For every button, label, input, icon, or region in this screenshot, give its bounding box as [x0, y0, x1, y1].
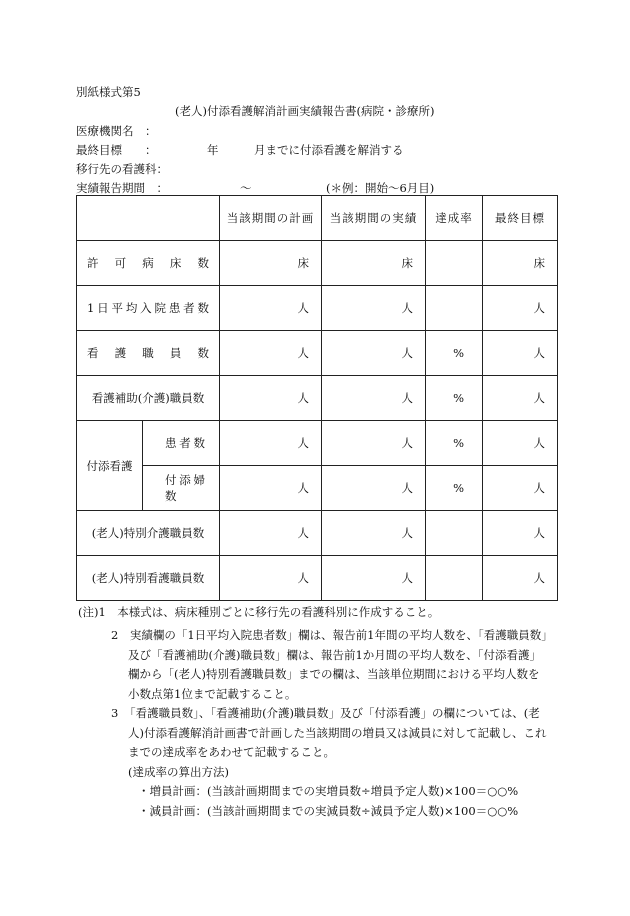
- note-3-increase-formula: ・増員計画：(当該計画期間までの実増員数÷増員予定人数)×100＝○○%: [138, 784, 519, 798]
- cell-final[interactable]: 人: [483, 421, 558, 466]
- note-3-calc-heading: (達成率の算出方法): [128, 765, 229, 779]
- note-3-decrease-formula: ・減員計画：(当該計画期間までの実減員数÷減員予定人数)×100＝○○%: [138, 804, 519, 818]
- period-label: 実績報告期間 ：: [76, 181, 168, 195]
- cell-actual[interactable]: 人: [322, 376, 426, 421]
- transfer-dept-label: 移行先の看護科：: [76, 162, 168, 176]
- header-actual: 当該期間の実績: [322, 196, 426, 241]
- row-attendant-workers: [77, 466, 558, 511]
- note-1: (注)1 本様式は、病床種別ごとに移行先の看護科別に作成すること。: [78, 605, 440, 619]
- row-label: 許可病床数: [77, 241, 220, 286]
- cell-rate[interactable]: [426, 241, 483, 286]
- cell-plan[interactable]: 人: [220, 556, 322, 601]
- cell-actual[interactable]: 人: [322, 556, 426, 601]
- header-plan: 当該期間の計画: [220, 196, 322, 241]
- cell-actual[interactable]: 人: [322, 511, 426, 556]
- row-label: 付添婦数: [143, 466, 220, 511]
- cell-final[interactable]: 人: [483, 511, 558, 556]
- cell-rate[interactable]: [426, 511, 483, 556]
- cell-plan[interactable]: 人: [220, 286, 322, 331]
- header-blank-cell: [77, 196, 220, 241]
- cell-rate[interactable]: %: [426, 331, 483, 376]
- cell-plan[interactable]: 人: [220, 376, 322, 421]
- cell-rate[interactable]: %: [426, 376, 483, 421]
- cell-rate[interactable]: %: [426, 466, 483, 511]
- final-goal-label: 最終目標 ：: [76, 143, 157, 157]
- row-label: 患者数: [143, 421, 220, 466]
- row-elder-nurse: [77, 556, 558, 601]
- note-2-line-4: 小数点第1位まで記載すること。: [128, 687, 297, 701]
- row-inpatients: [77, 286, 558, 331]
- cell-actual[interactable]: 人: [322, 331, 426, 376]
- row-beds: [77, 241, 558, 286]
- cell-actual[interactable]: 人: [322, 466, 426, 511]
- row-label: 1日平均入院患者数: [77, 286, 220, 331]
- cell-plan[interactable]: 人: [220, 421, 322, 466]
- cell-actual[interactable]: 人: [322, 421, 426, 466]
- cell-actual[interactable]: 人: [322, 286, 426, 331]
- note-2-line-1: 2 実績欄の「1日平均入院患者数」欄は、報告前1年間の平均人数を、「看護職員数」: [111, 628, 553, 642]
- attendant-group-label: 付添看護: [77, 421, 143, 511]
- cell-final[interactable]: 人: [483, 286, 558, 331]
- header-rate: 達成率: [426, 196, 483, 241]
- cell-rate[interactable]: %: [426, 421, 483, 466]
- cell-plan[interactable]: 人: [220, 331, 322, 376]
- note-3-line-3: までの達成率をあわせて記載すること。: [128, 745, 335, 759]
- period-example: (＊例：開始〜6月目): [326, 181, 435, 195]
- row-aides: [77, 376, 558, 421]
- cell-plan[interactable]: 床: [220, 241, 322, 286]
- row-nurses: [77, 331, 558, 376]
- note-3-line-1: 3 「看護職員数」、「看護補助(介護)職員数」及び「付添看護」の欄については、(老: [111, 706, 540, 720]
- document-title: (老人)付添看護解消計画実績報告書(病院・診療所): [175, 104, 435, 118]
- row-label: (老人)特別看護職員数: [77, 556, 220, 601]
- period-tilde: 〜: [240, 181, 252, 195]
- final-goal-year: 年: [207, 143, 219, 157]
- row-label: 看護補助(介護)職員数: [77, 376, 220, 421]
- cell-rate[interactable]: [426, 286, 483, 331]
- row-label: (老人)特別介護職員数: [77, 511, 220, 556]
- note-3-line-2: 人)付添看護解消計画書で計画した当該期間の増員又は減員に対して記載し、これ: [128, 726, 547, 740]
- note-2-line-3: 欄から「(老人)特別看護職員数」までの欄は、当該単位期間における平均人数を: [128, 667, 540, 681]
- row-label: 看護職員数: [77, 331, 220, 376]
- row-attendant-patients: [77, 421, 558, 466]
- header-final: 最終目標: [483, 196, 558, 241]
- cell-plan[interactable]: 人: [220, 511, 322, 556]
- cell-rate[interactable]: [426, 556, 483, 601]
- report-table: [76, 195, 558, 601]
- cell-plan[interactable]: 人: [220, 466, 322, 511]
- note-2-line-2: 及び「看護補助(介護)職員数」欄は、報告前1か月間の平均人数を、「付添看護」: [128, 648, 542, 662]
- cell-final[interactable]: 人: [483, 376, 558, 421]
- table-header-row: [77, 196, 558, 241]
- institution-label: 医療機関名 ：: [76, 124, 157, 138]
- final-goal-text: 月までに付添看護を解消する: [254, 143, 404, 157]
- cell-final[interactable]: 人: [483, 331, 558, 376]
- cell-final[interactable]: 床: [483, 241, 558, 286]
- cell-actual[interactable]: 床: [322, 241, 426, 286]
- row-elder-care: [77, 511, 558, 556]
- cell-final[interactable]: 人: [483, 556, 558, 601]
- cell-final[interactable]: 人: [483, 466, 558, 511]
- form-number: 別紙様式第5: [76, 85, 141, 99]
